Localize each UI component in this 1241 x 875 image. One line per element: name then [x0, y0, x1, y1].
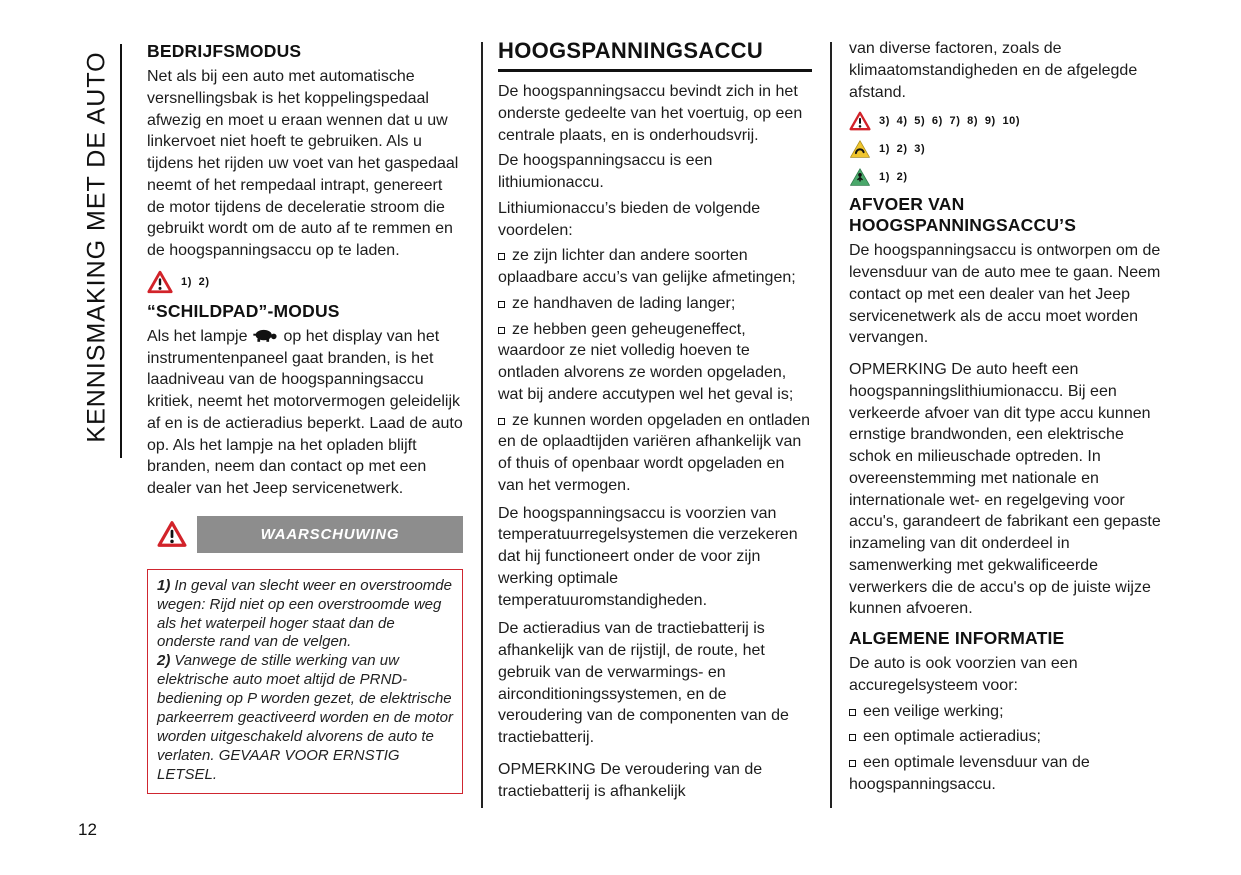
column-right — [849, 38, 1163, 800]
square-bullet-icon — [498, 253, 505, 260]
list-item-text: ze zijn lichter dan andere soorten oplaadbare accu’s van gelijke afmetingen; — [498, 247, 796, 286]
warning-ref-row — [849, 111, 1163, 131]
column-left — [147, 38, 463, 794]
paragraph: De actieradius van de tractiebatterij is afhankelijk van de rijstijl, de route, het gebruik van de verwarmings- en airconditioningssystemen, en de veroudering van de componenten van de tractiebatterij. — [498, 620, 789, 746]
square-bullet-icon — [849, 709, 856, 716]
paragraph: De hoogspanningsaccu bevindt zich in het onderste gedeelte van het voertuig, op een centrale plaats, en is onderhoudsvrij. — [498, 83, 803, 144]
section-heading-algemene-informatie: ALGEMENE INFORMATIE — [849, 628, 1065, 648]
chapter-title-vertical: KENNISMAKING MET DE AUTO — [82, 51, 111, 443]
paragraph: van diverse factoren, zoals de klimaatomstandigheden en de afgelegde afstand. — [849, 40, 1138, 101]
warning-ref-row — [147, 270, 463, 294]
warning-banner-icon-box — [147, 516, 197, 553]
column-divider — [830, 42, 832, 808]
list-item-text: een veilige werking; — [863, 702, 1004, 720]
list-item — [498, 245, 812, 289]
square-bullet-icon — [498, 301, 505, 308]
paragraph: De auto is ook voorzien van een accuregelsysteem voor: — [849, 655, 1078, 694]
warning-triangle-icon — [147, 270, 173, 294]
eco-ref-row — [849, 167, 1163, 187]
list-item — [498, 293, 812, 315]
section-heading-schildpad-modus: “SCHILDPAD”-MODUS — [147, 300, 340, 321]
note-marker: 2) — [157, 652, 171, 670]
list-item-text: ze handhaven de lading langer; — [512, 294, 736, 312]
paragraph — [147, 326, 463, 500]
warning-notes-box — [147, 569, 463, 794]
square-bullet-icon — [849, 734, 856, 741]
paragraph: OPMERKING De veroudering van de tractiebatterij is afhankelijk — [498, 760, 763, 800]
caution-yellow-icon — [849, 139, 871, 159]
list-item — [498, 410, 812, 497]
paragraph: De hoogspanningsaccu is ontworpen om de levensduur van de auto mee te gaan. Neem contact op met een dealer van het Jeep servicenetwerk als de accu moet worden vervangen. — [849, 242, 1161, 347]
text-before-icon: Als het lampje — [147, 327, 248, 345]
caution-ref-row — [849, 139, 1163, 159]
list-item — [849, 701, 1163, 723]
list-item-text: ze hebben geen geheugeneffect, waardoor ze niet volledig hoeven te ontladen alvorens ze worden opgeladen, wat bij andere accutypen wel het geval is; — [498, 320, 794, 403]
column-middle — [498, 38, 812, 809]
sidebar-rule — [120, 44, 122, 458]
paragraph: Lithiumionaccu’s bieden de volgende voordelen: — [498, 199, 761, 239]
list-item-text: een optimale actieradius; — [863, 728, 1041, 746]
eco-refs: 1) 2) — [879, 171, 908, 184]
text-after-icon: op het display van het instrumentenpaneel gaat branden, is het laadniveau van de hoogspanningsaccu kritiek, neemt het motorvermogen geleidelijk af en is de actieradius beperkt. Laad de auto op. Als het lampje na het opladen blijft branden, neem dan contact op met een dealer van het Jeep servicenetwerk. — [147, 327, 463, 497]
paragraph: De hoogspanningsaccu is een lithiumionaccu. — [498, 152, 713, 191]
column-divider — [481, 42, 483, 808]
square-bullet-icon — [849, 760, 856, 767]
section-heading-afvoer: AFVOER VAN HOOGSPANNINGSACCU’S — [849, 194, 1077, 236]
list-item — [849, 726, 1163, 748]
page-number: 12 — [78, 820, 97, 839]
turtle-icon — [252, 328, 279, 343]
warning-banner — [147, 516, 463, 553]
note-text: Vanwege de stille werking van uw elektrische auto moet altijd de PRND-bediening op P worden gezet, de elektrische parkeerrem geactiveerd worden en de motor worden uitgeschakeld alvorens de auto te verlaten. GEVAAR VOOR ERNSTIG LETSEL. — [157, 652, 453, 783]
note-marker: 1) — [157, 576, 171, 594]
warning-note-1 — [157, 577, 453, 653]
list-item-text: een optimale levensduur van de hoogspanningsaccu. — [849, 754, 1090, 793]
square-bullet-icon — [498, 327, 505, 334]
paragraph: Net als bij een auto met automatische versnellingsbak is het koppelingspedaal afwezig en moet u eraan wennen dat u uw linkervoet niet hoeft te gebruiken. Als u tijdens het rijden uw voet van het gaspedaal neemt of het rempedaal intrapt, genereert de motor tijdens de deceleratie stroom die gebruikt wordt om de auto af te remmen en de hoogspanningsaccu op te laden. — [147, 68, 459, 259]
note-text: In geval van slecht weer en overstroomde wegen: Rijd niet op een overstroomde weg als het waterpeil hoger staat dan de onderste rand van de velgen. — [157, 576, 452, 651]
paragraph: OPMERKING De auto heeft een hoogspanningslithiumionaccu. Bij een verkeerde afvoer van dit type accu kunnen ernstige brandwonden, een elektrische schok en milieuschade optreden. In overeenstemming met nationale en internationale wet- en regelgeving voor accu's, garandeert de fabrikant een gepaste inzameling van dit onderdeel in samenwerking met gekwalificeerde verwerkers die de accu's op de juiste wijze kunnen afvoeren. — [849, 361, 1161, 618]
caution-refs: 1) 2) 3) — [879, 143, 926, 156]
warning-triangle-icon — [157, 520, 187, 548]
warning-refs: 1) 2) — [181, 275, 210, 288]
warning-refs: 3) 4) 5) 6) 7) 8) 9) 10) — [879, 115, 1021, 128]
section-heading-hoogspanningsaccu: HOOGSPANNINGSACCU — [498, 38, 812, 72]
section-heading-bedrijfsmodus: BEDRIJFSMODUS — [147, 41, 302, 61]
paragraph: De hoogspanningsaccu is voorzien van temperatuurregelsystemen die verzekeren dat hij functioneert onder de voor zijn werking optimale temperatuuromstandigheden. — [498, 504, 798, 609]
square-bullet-icon — [498, 418, 505, 425]
warning-note-2 — [157, 652, 453, 784]
list-item-text: ze kunnen worden opgeladen en ontladen en de oplaadtijden variëren afhankelijk van of thuis of openbaar wordt opgeladen en van het vermogen. — [498, 411, 811, 494]
warning-banner-title: WAARSCHUWING — [260, 525, 400, 543]
eco-green-icon — [849, 167, 871, 187]
warning-triangle-icon — [849, 111, 871, 131]
list-item — [498, 319, 812, 406]
list-item — [849, 752, 1163, 796]
